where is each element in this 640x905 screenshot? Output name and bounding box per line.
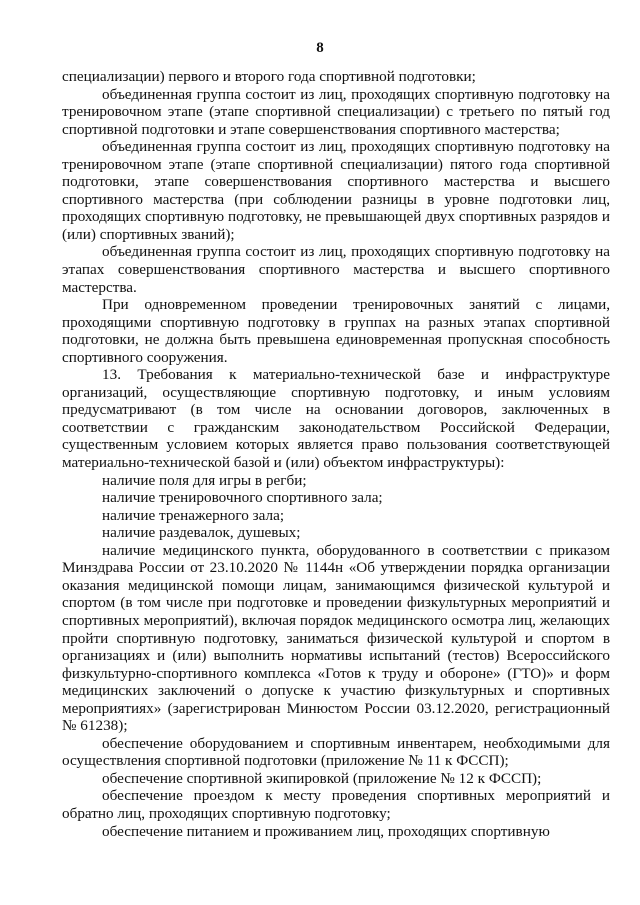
paragraph-requirements-13: 13. Требования к материально-технической базе и инфраструктуре организаций, осуществляющие спортивную подготовку, и иным условиям предусматривают (в том числе на основании договоров, заключенных в соответствии с гражданским законодательством Российской Федерации, существенным условием которых является право пользования соответствующей материально-технической базой и (или) объектом инфраструктуры): [62, 366, 610, 472]
list-item-medical-point: наличие медицинского пункта, оборудованного в соответствии с приказом Минздрава России от 23.10.2020 № 1144н «Об утверждении порядка организации оказания медицинской помощи лицам, занимающимся физической культурой и спортом (в том числе при подготовке и проведении физкультурных мероприятий и спортивных мероприятий), включая порядок медицинского осмотра лиц, желающих пройти спортивную подготовку, заниматься физической культурой и спортом в организациях и (или) выполнить нормативы испытаний (тестов) Всероссийского физкультурно-спортивного комплекса «Готов к труду и обороне» (ГТО)» и форм медицинских заключений о допуске к участию физкультурных и спортивных мероприятиях» (зарегистрирован Минюстом России 03.12.2020, регистрационный № 61238); [62, 541, 610, 735]
list-item-gym: наличие тренажерного зала; [102, 506, 285, 524]
list-item-locker-rooms: наличие раздевалок, душевых; [102, 524, 301, 542]
paragraph-group-4: объединенная группа состоит из лиц, проходящих спортивную подготовку на этапах совершенствования спортивного мастерства и высшего спортивного мастерства. [62, 243, 610, 296]
list-item-rugby-field: наличие поля для игры в регби; [102, 471, 307, 489]
document-body [62, 68, 610, 840]
list-item-training-hall: наличие тренировочного спортивного зала; [102, 489, 383, 507]
list-item-sports-gear: обеспечение спортивной экипировкой (приложение № 12 к ФССП); [102, 769, 542, 787]
list-item-travel: обеспечение проездом к месту проведения спортивных мероприятий и обратно лиц, проходящих спортивную подготовку; [62, 787, 610, 822]
paragraph-group-2: объединенная группа состоит из лиц, проходящих спортивную подготовку на тренировочном этапе (этапе спортивной специализации) с третьего по пятый год спортивной подготовки и этапе совершенствования спортивного мастерства; [62, 85, 610, 138]
page-number: 8 [316, 40, 324, 56]
paragraph-simultaneous-training: При одновременном проведении тренировочных занятий с лицами, проходящими спортивную подготовку в группах на разных этапах спортивной подготовки, не должна быть превышена единовременная пропускная способность спортивного сооружения. [62, 296, 610, 366]
paragraph-continuation: специализации) первого и второго года спортивной подготовки; [62, 68, 476, 85]
paragraph-group-3: объединенная группа состоит из лиц, проходящих спортивную подготовку на тренировочном этапе (этапе спортивной специализации) пятого года спортивной подготовки, этапе совершенствования спортивного мастерства и высшего спортивного мастерства (при соблюдении разницы в уровне подготовки лиц, проходящих спортивную подготовку, не превышающей двух спортивных разрядов и (или) спортивных званий); [62, 138, 610, 243]
list-item-equipment: обеспечение оборудованием и спортивным инвентарем, необходимыми для осуществления спортивной подготовки (приложение № 11 к ФССП); [62, 734, 610, 770]
list-item-food-lodging: обеспечение питанием и проживанием лиц, проходящих спортивную [102, 822, 550, 840]
